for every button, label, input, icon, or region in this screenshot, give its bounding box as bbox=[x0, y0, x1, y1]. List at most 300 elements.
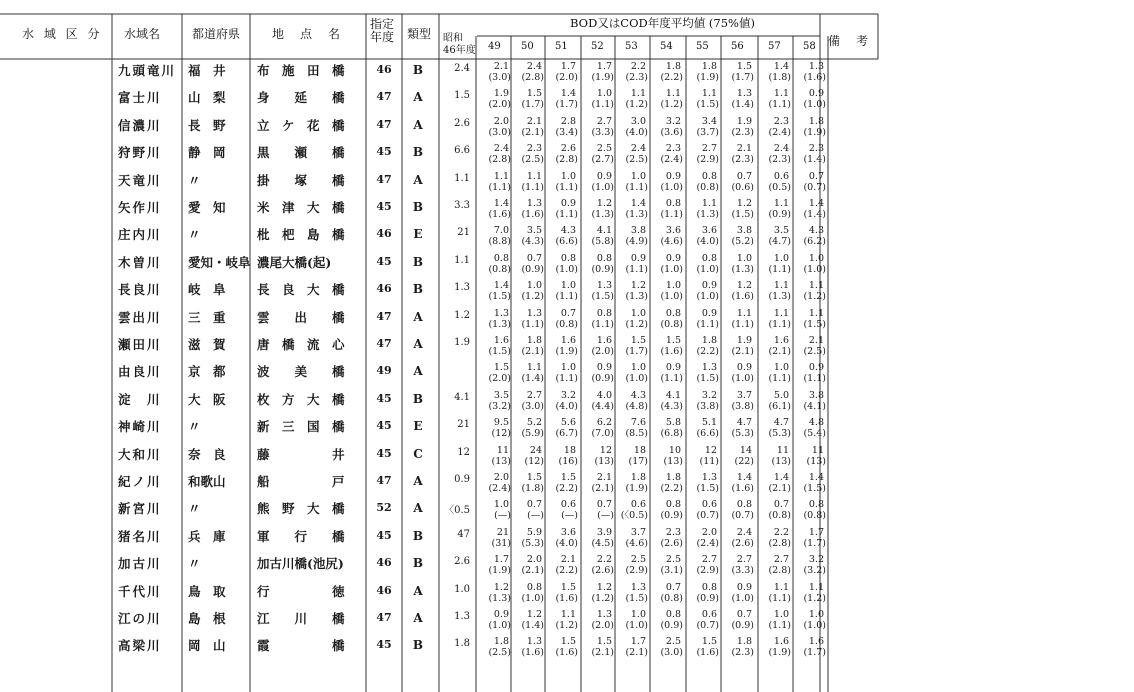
bod-cod-75pct: (7.0) bbox=[591, 428, 614, 440]
bod-cod-mean: 1.5 bbox=[560, 636, 576, 648]
prefecture-name: 島 根 bbox=[188, 611, 226, 626]
bod-cod-mean: 2.6 bbox=[560, 143, 576, 155]
header-year-54: 54 bbox=[660, 41, 673, 52]
bod-cod-mean: 0.9 bbox=[665, 252, 681, 264]
bod-cod-mean: 3.4 bbox=[701, 115, 717, 127]
baseline-value: 4.1 bbox=[454, 391, 470, 403]
bod-cod-75pct: (1.1) bbox=[768, 592, 791, 604]
water-category: B bbox=[412, 282, 424, 297]
water-category: B bbox=[412, 200, 424, 214]
designated-year: 45 bbox=[376, 200, 392, 213]
bod-cod-75pct: (1.2) bbox=[803, 592, 826, 604]
bod-cod-mean: 3.7 bbox=[630, 526, 646, 538]
bod-cod-mean: 1.1 bbox=[808, 307, 824, 319]
bod-cod-75pct: (1.0) bbox=[731, 592, 754, 604]
bod-cod-75pct: (5.3) bbox=[731, 428, 754, 440]
bod-cod-mean: 1.5 bbox=[736, 61, 752, 72]
bod-cod-mean: 1.6 bbox=[773, 335, 789, 346]
bod-cod-75pct: (2.8) bbox=[768, 565, 791, 577]
bod-cod-75pct: (6.6) bbox=[555, 236, 578, 248]
bod-cod-mean: 2.5 bbox=[665, 554, 681, 566]
bod-cod-mean: 1.6 bbox=[773, 636, 789, 648]
bod-cod-mean: 2.1 bbox=[560, 554, 576, 566]
bod-cod-mean: 3.8 bbox=[630, 225, 646, 237]
bod-cod-mean: 0.9 bbox=[808, 362, 824, 374]
bod-cod-mean: 0.9 bbox=[596, 170, 612, 182]
river-name: 高梁川 bbox=[118, 638, 162, 654]
site-name: 軍 行 橋 bbox=[257, 528, 345, 544]
bod-cod-mean: 11 bbox=[776, 444, 789, 456]
bod-cod-75pct: (3.2) bbox=[803, 565, 826, 577]
header-year-57: 57 bbox=[768, 41, 781, 52]
bod-cod-75pct: (1.9) bbox=[591, 72, 614, 83]
bod-cod-mean: 0.8 bbox=[665, 307, 681, 319]
bod-cod-mean: 0.7 bbox=[665, 581, 681, 593]
bod-cod-75pct: (2.3) bbox=[731, 126, 754, 138]
bod-cod-mean: 0.9 bbox=[493, 609, 509, 620]
bod-cod-75pct: (2.8) bbox=[768, 537, 791, 549]
bod-cod-mean: 5.6 bbox=[560, 417, 576, 429]
river-name: 狩野川 bbox=[118, 145, 162, 161]
bod-cod-75pct: (13) bbox=[491, 455, 511, 467]
bod-cod-75pct: (2.1) bbox=[768, 483, 791, 494]
bod-cod-75pct: (2.3) bbox=[625, 72, 648, 83]
bod-cod-mean: 2.3 bbox=[808, 143, 824, 155]
river-name: 神崎川 bbox=[118, 419, 162, 435]
header-category: 類型 bbox=[407, 27, 432, 41]
bod-cod-75pct: (1.6) bbox=[521, 209, 544, 220]
site-name: 立 ケ 花 橋 bbox=[257, 117, 345, 133]
bod-cod-mean: 1.8 bbox=[493, 636, 509, 648]
bod-cod-75pct: (1.6) bbox=[555, 647, 578, 659]
bod-cod-mean: 1.6 bbox=[493, 335, 509, 346]
designated-year: 47 bbox=[376, 117, 392, 131]
bod-cod-mean: 1.2 bbox=[736, 280, 752, 292]
bod-cod-mean: 1.1 bbox=[773, 88, 789, 100]
bod-cod-mean: 4.1 bbox=[665, 389, 681, 401]
bod-cod-75pct: (0.9) bbox=[591, 263, 614, 275]
bod-cod-mean: 4.7 bbox=[773, 417, 789, 429]
bod-cod-75pct: (2.2) bbox=[696, 346, 719, 357]
site-name: 船 戸 bbox=[257, 474, 345, 489]
prefecture-name: 〃 bbox=[188, 501, 201, 517]
bod-cod-75pct: (1.7) bbox=[521, 99, 544, 111]
bod-cod-75pct: (1.1) bbox=[488, 181, 511, 193]
bod-cod-mean: 2.2 bbox=[596, 554, 612, 566]
bod-cod-75pct: (1.2) bbox=[803, 291, 826, 303]
bod-cod-mean: 0.7 bbox=[526, 252, 542, 264]
bod-cod-mean: 2.1 bbox=[493, 61, 509, 72]
bod-cod-mean: 1.8 bbox=[665, 472, 681, 483]
prefecture-name: 福 井 bbox=[188, 63, 226, 78]
baseline-value: 1.3 bbox=[454, 611, 470, 622]
water-category: E bbox=[413, 419, 423, 434]
site-name: 加古川橋(池尻) bbox=[257, 556, 344, 572]
bod-cod-mean: 3.6 bbox=[701, 225, 717, 237]
bod-cod-75pct: (1.1) bbox=[696, 318, 719, 330]
bod-cod-mean: 1.4 bbox=[493, 198, 509, 209]
bod-cod-mean: 0.9 bbox=[630, 252, 646, 264]
bod-cod-75pct: (1.4) bbox=[731, 99, 754, 111]
bod-cod-mean: 11 bbox=[496, 444, 509, 456]
water-category: B bbox=[412, 638, 424, 653]
bod-cod-mean: 1.9 bbox=[736, 335, 752, 346]
bod-cod-75pct: (0.9) bbox=[696, 592, 719, 604]
bod-cod-75pct: (1.6) bbox=[731, 483, 754, 494]
header-designated-year: 指定 年度 bbox=[370, 17, 395, 44]
prefecture-name: 愛知・岐阜 bbox=[188, 254, 251, 270]
bod-cod-mean: 1.5 bbox=[630, 335, 646, 346]
bod-cod-75pct: (—) bbox=[494, 510, 511, 522]
bod-cod-75pct: (0.7) bbox=[731, 510, 754, 522]
bod-cod-75pct: (0.8) bbox=[768, 510, 791, 522]
bod-cod-75pct: (1.7) bbox=[803, 537, 826, 549]
designated-year: 46 bbox=[376, 282, 392, 296]
bod-cod-mean: 1.5 bbox=[701, 636, 717, 648]
header-year-50: 50 bbox=[521, 41, 534, 52]
bod-cod-mean: 3.0 bbox=[630, 115, 646, 127]
water-category: B bbox=[412, 556, 424, 571]
bod-cod-75pct: (1.1) bbox=[591, 99, 614, 111]
water-category: A bbox=[413, 337, 423, 351]
bod-cod-75pct: (5.3) bbox=[521, 537, 544, 549]
bod-cod-75pct: (1.0) bbox=[625, 620, 648, 631]
water-category: B bbox=[412, 63, 424, 77]
bod-cod-75pct: (1.1) bbox=[768, 263, 791, 275]
bod-cod-mean: 1.9 bbox=[493, 88, 509, 100]
prefecture-name: 静 岡 bbox=[188, 145, 226, 161]
river-name: 新宮川 bbox=[118, 501, 162, 517]
bod-cod-mean: 1.8 bbox=[701, 61, 717, 72]
bod-cod-75pct: (1.3) bbox=[625, 291, 648, 303]
bod-cod-mean: 1.0 bbox=[630, 170, 646, 182]
bod-cod-mean: 1.4 bbox=[808, 472, 824, 483]
bod-cod-mean: 4.3 bbox=[808, 225, 824, 237]
bod-cod-75pct: (17) bbox=[628, 455, 648, 467]
site-name: 唐 橋 流 心 bbox=[257, 337, 345, 352]
designated-year: 47 bbox=[376, 90, 392, 104]
bod-cod-75pct: (2.2) bbox=[660, 483, 683, 494]
bod-cod-mean: 0.8 bbox=[560, 252, 576, 264]
bod-cod-mean: 1.8 bbox=[630, 472, 646, 483]
bod-cod-mean: 1.1 bbox=[773, 307, 789, 319]
prefecture-name: 鳥 取 bbox=[188, 583, 226, 599]
bod-cod-75pct: (0.7) bbox=[696, 510, 719, 522]
bod-cod-75pct: (4.0) bbox=[555, 400, 578, 412]
baseline-value: 〈0.5 bbox=[444, 505, 470, 517]
designated-year: 47 bbox=[376, 309, 392, 323]
bod-cod-75pct: (13) bbox=[771, 455, 791, 467]
site-name: 熊 野 大 橋 bbox=[257, 501, 345, 517]
bod-cod-mean: 1.1 bbox=[808, 581, 824, 593]
bod-cod-mean: 1.0 bbox=[630, 362, 646, 374]
prefecture-name: 和歌山 bbox=[188, 474, 226, 489]
bod-cod-75pct: (3.3) bbox=[731, 565, 754, 577]
bod-cod-mean: 2.7 bbox=[736, 554, 752, 566]
water-category: A bbox=[413, 501, 423, 516]
bod-cod-mean: 5.2 bbox=[526, 417, 542, 429]
header-year-49: 49 bbox=[488, 41, 501, 52]
bod-cod-mean: 1.1 bbox=[808, 280, 824, 292]
bod-cod-75pct: (1.0) bbox=[696, 263, 719, 275]
bod-cod-mean: 0.9 bbox=[596, 362, 612, 374]
bod-cod-75pct: (1.1) bbox=[660, 373, 683, 385]
bod-cod-75pct: (0.9) bbox=[768, 209, 791, 220]
bod-cod-75pct: (1.9) bbox=[555, 346, 578, 357]
designated-year: 52 bbox=[376, 501, 392, 515]
bod-cod-mean: 0.6 bbox=[701, 609, 717, 620]
baseline-value: 47 bbox=[457, 528, 470, 540]
bod-cod-mean: 3.2 bbox=[665, 115, 681, 127]
bod-cod-75pct: (0.9) bbox=[731, 620, 754, 631]
bod-cod-mean: 0.8 bbox=[665, 499, 681, 511]
bod-cod-mean: 4.3 bbox=[630, 389, 646, 401]
site-name: 藤 井 bbox=[257, 446, 345, 462]
bod-cod-mean: 1.3 bbox=[493, 307, 509, 319]
bod-cod-mean: 0.9 bbox=[808, 88, 824, 100]
bod-cod-mean: 1.3 bbox=[701, 472, 717, 483]
prefecture-name: 〃 bbox=[188, 419, 201, 435]
baseline-value: 1.2 bbox=[454, 309, 470, 321]
bod-cod-75pct: (1.0) bbox=[555, 263, 578, 275]
bod-cod-75pct: (1.9) bbox=[488, 565, 511, 577]
bod-cod-75pct: (2.4) bbox=[660, 154, 683, 166]
bod-cod-75pct: (2.0) bbox=[591, 620, 614, 631]
bod-cod-mean: 1.1 bbox=[773, 280, 789, 292]
bod-cod-75pct: (2.3) bbox=[768, 154, 791, 166]
bod-cod-75pct: (0.8) bbox=[803, 510, 826, 522]
bod-cod-mean: 0.8 bbox=[736, 499, 752, 511]
bod-cod-75pct: (13) bbox=[663, 455, 683, 467]
prefecture-name: 滋 賀 bbox=[188, 337, 226, 352]
bod-cod-mean: 2.7 bbox=[701, 554, 717, 566]
bod-cod-75pct: (1.1) bbox=[555, 373, 578, 385]
site-name: 掛 塚 橋 bbox=[257, 172, 345, 188]
baseline-value: 1.1 bbox=[454, 172, 470, 184]
bod-cod-mean: 11 bbox=[811, 444, 824, 456]
bod-cod-75pct: (1.1) bbox=[803, 373, 826, 385]
bod-cod-mean: 1.2 bbox=[493, 581, 509, 593]
bod-cod-mean: 4.3 bbox=[560, 225, 576, 237]
bod-cod-mean: 1.0 bbox=[493, 499, 509, 511]
bod-cod-mean: 1.0 bbox=[560, 362, 576, 374]
bod-cod-75pct: (0.8) bbox=[555, 318, 578, 330]
bod-cod-mean: 1.0 bbox=[526, 280, 542, 292]
site-name: 枚 方 大 橋 bbox=[257, 391, 345, 407]
bod-cod-75pct: (1.9) bbox=[803, 126, 826, 138]
designated-year: 45 bbox=[376, 254, 392, 268]
river-name: 矢作川 bbox=[118, 200, 162, 215]
bod-cod-75pct: (1.1) bbox=[591, 318, 614, 330]
header-river: 水域名 bbox=[124, 27, 161, 41]
bod-cod-75pct: (0.7) bbox=[803, 181, 826, 193]
bod-cod-mean: 0.6 bbox=[701, 499, 717, 511]
bod-cod-75pct: (1.1) bbox=[625, 263, 648, 275]
site-name: 枇 杷 島 橋 bbox=[257, 227, 345, 243]
bod-cod-75pct: (—) bbox=[561, 510, 578, 522]
bod-cod-75pct: (1.4) bbox=[803, 154, 826, 166]
bod-cod-75pct: (2.3) bbox=[731, 647, 754, 659]
header-year-55: 55 bbox=[696, 41, 709, 52]
bod-cod-75pct: (1.1) bbox=[731, 318, 754, 330]
bod-cod-mean: 2.3 bbox=[526, 143, 542, 155]
bod-cod-mean: 2.1 bbox=[526, 115, 542, 127]
prefecture-name: 奈 良 bbox=[188, 446, 226, 462]
bod-cod-mean: 0.6 bbox=[773, 170, 789, 182]
bod-cod-75pct: (1.6) bbox=[521, 647, 544, 659]
bod-cod-mean: 2.8 bbox=[560, 115, 576, 127]
bod-cod-mean: 2.3 bbox=[665, 143, 681, 155]
bod-cod-mean: 0.9 bbox=[701, 280, 717, 292]
bod-cod-75pct: (2.1) bbox=[521, 346, 544, 357]
bod-cod-mean: 7.0 bbox=[493, 225, 509, 237]
bod-cod-mean: 1.3 bbox=[596, 609, 612, 620]
bod-cod-75pct: (1.4) bbox=[803, 209, 826, 220]
bod-cod-75pct: (8.8) bbox=[488, 236, 511, 248]
bod-cod-mean: 0.8 bbox=[596, 252, 612, 264]
bod-cod-mean: 3.6 bbox=[560, 526, 576, 538]
bod-cod-mean: 1.8 bbox=[665, 61, 681, 72]
bod-cod-75pct: (1.0) bbox=[731, 373, 754, 385]
bod-cod-75pct: (2.8) bbox=[488, 154, 511, 166]
prefecture-name: 〃 bbox=[188, 556, 201, 572]
site-name: 江 川 橋 bbox=[257, 611, 345, 626]
bod-cod-75pct: (2.0) bbox=[555, 72, 578, 83]
river-name: 淀 川 bbox=[118, 391, 162, 407]
bod-cod-mean: 1.5 bbox=[596, 636, 612, 648]
bod-cod-mean: 24 bbox=[529, 444, 542, 456]
bod-cod-75pct: (1.7) bbox=[625, 346, 648, 357]
bod-cod-mean: 0.8 bbox=[596, 307, 612, 319]
water-category: A bbox=[413, 117, 423, 132]
river-name: 天竜川 bbox=[118, 172, 162, 188]
bod-cod-75pct: (12) bbox=[524, 455, 544, 467]
bod-cod-mean: 1.2 bbox=[630, 280, 646, 292]
designated-year: 47 bbox=[376, 337, 392, 350]
bod-cod-75pct: (3.8) bbox=[696, 400, 719, 412]
prefecture-name: 岡 山 bbox=[188, 638, 226, 654]
bod-cod-75pct: (3.1) bbox=[660, 565, 683, 577]
bod-cod-75pct: (1.1) bbox=[555, 209, 578, 220]
bod-cod-mean: 3.5 bbox=[526, 225, 542, 237]
bod-cod-mean: 1.1 bbox=[630, 88, 646, 100]
bod-cod-75pct: (1.2) bbox=[555, 620, 578, 631]
bod-cod-mean: 1.8 bbox=[701, 335, 717, 346]
bod-cod-mean: 1.5 bbox=[526, 472, 542, 483]
bod-cod-mean: 0.6 bbox=[630, 499, 646, 511]
bod-cod-mean: 1.3 bbox=[736, 88, 752, 100]
bod-cod-mean: 2.1 bbox=[596, 472, 612, 483]
bod-cod-mean: 1.2 bbox=[596, 198, 612, 209]
water-category: B bbox=[412, 254, 424, 269]
bod-cod-75pct: (〈0.5) bbox=[620, 510, 648, 522]
prefecture-name: 〃 bbox=[188, 172, 201, 188]
river-name: 加古川 bbox=[118, 556, 162, 572]
bod-cod-75pct: (5.9) bbox=[521, 428, 544, 440]
prefecture-name: 三 重 bbox=[188, 309, 226, 325]
baseline-value: 1.9 bbox=[454, 337, 470, 348]
bod-cod-mean: 0.8 bbox=[701, 252, 717, 264]
bod-cod-mean: 1.4 bbox=[773, 472, 789, 483]
bod-cod-mean: 1.0 bbox=[560, 170, 576, 182]
bod-cod-75pct: (1.3) bbox=[731, 263, 754, 275]
bod-cod-75pct: (2.4) bbox=[696, 537, 719, 549]
water-category: A bbox=[413, 172, 423, 187]
baseline-value: 0.9 bbox=[454, 474, 470, 485]
water-category: A bbox=[413, 611, 423, 625]
bod-cod-75pct: (1.3) bbox=[696, 209, 719, 220]
designated-year: 46 bbox=[376, 227, 392, 241]
bod-cod-75pct: (3.8) bbox=[731, 400, 754, 412]
bod-cod-mean: 1.1 bbox=[560, 609, 576, 620]
bod-cod-75pct: (1.1) bbox=[521, 318, 544, 330]
site-name: 米 津 大 橋 bbox=[257, 200, 345, 215]
bod-cod-mean: 1.8 bbox=[736, 636, 752, 648]
bod-cod-mean: 2.0 bbox=[526, 554, 542, 566]
bod-cod-mean: 2.4 bbox=[773, 143, 789, 155]
bod-cod-75pct: (11) bbox=[699, 455, 719, 467]
bod-cod-75pct: (1.5) bbox=[696, 483, 719, 494]
bod-cod-75pct: (6.6) bbox=[696, 428, 719, 440]
bod-cod-75pct: (0.7) bbox=[696, 620, 719, 631]
bod-cod-mean: 1.7 bbox=[808, 526, 824, 538]
bod-cod-mean: 2.7 bbox=[526, 389, 542, 401]
bod-cod-mean: 1.8 bbox=[808, 115, 824, 127]
bod-cod-mean: 1.0 bbox=[773, 362, 789, 374]
bod-cod-mean: 2.0 bbox=[701, 526, 717, 538]
bod-cod-75pct: (4.0) bbox=[696, 236, 719, 248]
designated-year: 45 bbox=[376, 419, 392, 433]
bod-cod-mean: 5.0 bbox=[773, 389, 789, 401]
bod-cod-mean: 1.6 bbox=[808, 636, 824, 648]
bod-cod-mean: 1.0 bbox=[665, 280, 681, 292]
bod-cod-75pct: (1.2) bbox=[660, 99, 683, 111]
bod-cod-75pct: (4.3) bbox=[521, 236, 544, 248]
bod-cod-75pct: (2.1) bbox=[521, 126, 544, 138]
bod-cod-75pct: (2.2) bbox=[555, 565, 578, 577]
bod-cod-75pct: (2.6) bbox=[731, 537, 754, 549]
bod-cod-mean: 1.1 bbox=[773, 581, 789, 593]
bod-cod-75pct: (4.6) bbox=[660, 236, 683, 248]
bod-cod-mean: 9.5 bbox=[493, 417, 509, 429]
bod-cod-mean: 10 bbox=[668, 444, 681, 456]
bod-cod-75pct: (0.8) bbox=[696, 181, 719, 193]
bod-cod-mean: 1.4 bbox=[773, 61, 789, 72]
bod-cod-mean: 1.2 bbox=[736, 198, 752, 209]
bod-cod-mean: 1.4 bbox=[560, 88, 576, 100]
bod-cod-75pct: (2.4) bbox=[488, 483, 511, 494]
bod-cod-mean: 4.1 bbox=[596, 225, 612, 237]
bod-cod-75pct: (5.2) bbox=[731, 236, 754, 248]
bod-cod-75pct: (13) bbox=[806, 455, 826, 467]
bod-cod-75pct: (12) bbox=[491, 428, 511, 440]
water-category: A bbox=[413, 309, 423, 324]
bod-cod-mean: 1.0 bbox=[560, 280, 576, 292]
bod-cod-75pct: (3.3) bbox=[591, 126, 614, 138]
bod-cod-mean: 0.9 bbox=[560, 198, 576, 209]
bod-cod-mean: 1.1 bbox=[526, 170, 542, 182]
site-name: 霞 橋 bbox=[257, 638, 345, 654]
bod-cod-mean: 0.8 bbox=[701, 170, 717, 182]
baseline-value: 1.8 bbox=[454, 638, 470, 650]
bod-cod-mean: 1.2 bbox=[596, 581, 612, 593]
bod-cod-mean: 1.7 bbox=[596, 61, 612, 72]
bod-cod-75pct: (4.8) bbox=[625, 400, 648, 412]
bod-cod-mean: 0.6 bbox=[560, 499, 576, 511]
bod-cod-mean: 2.5 bbox=[665, 636, 681, 648]
bod-cod-75pct: (2.4) bbox=[768, 126, 791, 138]
bod-cod-mean: 3.5 bbox=[493, 389, 509, 401]
